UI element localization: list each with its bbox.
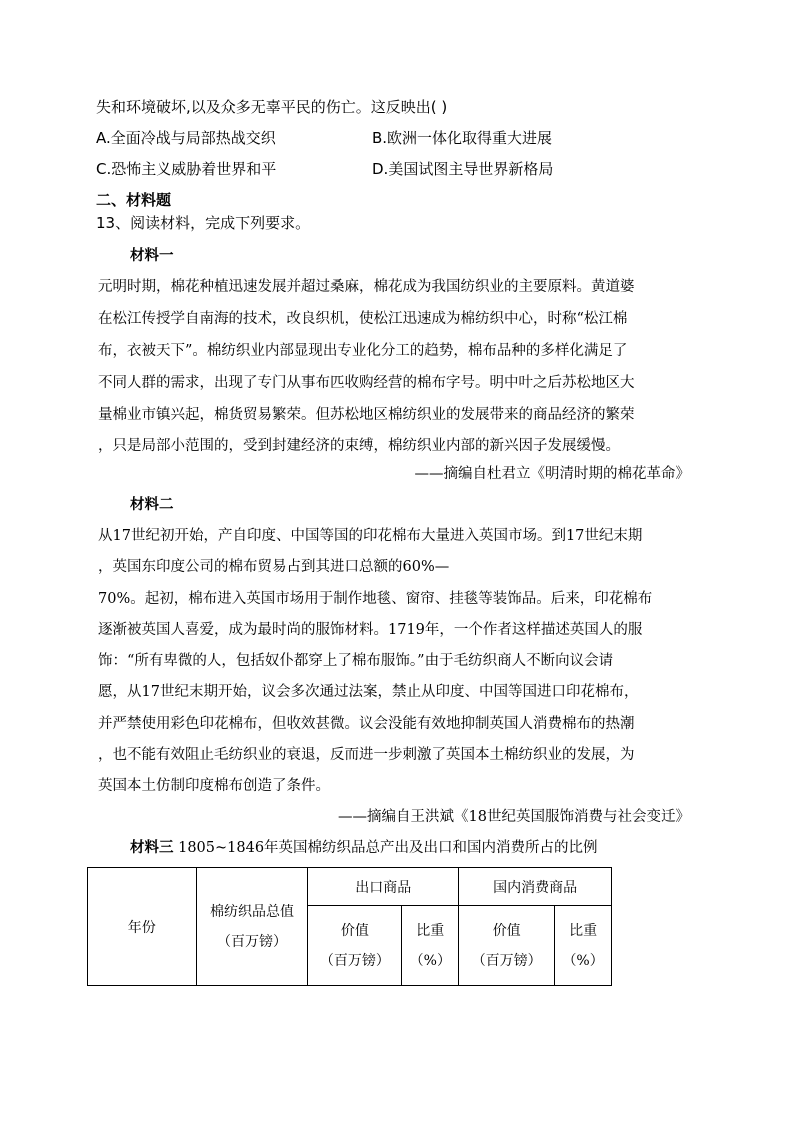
material-1-source: ——摘编自杜君立《明清时期的棉花革命》 xyxy=(414,466,690,482)
material-3-heading xyxy=(130,836,598,857)
export-ratio-label: 比重 xyxy=(416,922,445,939)
material-2-source: ——摘编自王洪斌《18世纪英国服饰消费与社会变迁》 xyxy=(338,809,690,825)
material-3-caption: 1805~1846年英国棉纺织品总产出及出口和国内消费所占的比例 xyxy=(178,840,598,856)
export-ratio-unit: （%） xyxy=(409,952,451,969)
q12-option-c: C.恐怖主义威胁着世界和平 xyxy=(96,160,277,178)
header-total xyxy=(196,868,308,986)
domestic-ratio-label: 比重 xyxy=(569,922,598,939)
material-2-title: 材料二 xyxy=(130,496,174,513)
header-domestic-value xyxy=(459,906,555,986)
q12-option-b: B.欧洲一体化取得重大进展 xyxy=(372,129,553,147)
q12-option-d: D.美国试图主导世界新格局 xyxy=(372,160,554,178)
domestic-value-label: 价值 xyxy=(492,922,521,939)
domestic-ratio-unit: （%） xyxy=(562,952,604,969)
material-1-line: 在松江传授学自南海的技术，改良织机，使松江迅速成为棉纺织中心，时称“松江棉 xyxy=(98,311,628,327)
material-2-line: 英国本土仿制印度棉布创造了条件。 xyxy=(98,778,330,794)
material-3-table xyxy=(87,867,612,986)
material-2-line: ，也不能有效阻止毛纺织业的衰退，反而进一步刺激了英国本土棉纺织业的发展，为 xyxy=(98,747,635,763)
header-export-value xyxy=(308,906,402,986)
material-2-line: 逐渐被英国人喜爱，成为最时尚的服饰材料。1719年，一个作者这样描述英国人的服 xyxy=(98,622,643,638)
material-1-line: 布，衣被天下”。棉纺织业内部显现出专业化分工的趋势，棉布品种的多样化满足了 xyxy=(98,343,628,359)
material-3-title: 材料三 xyxy=(130,839,174,856)
header-export: 出口商品 xyxy=(308,868,459,906)
export-value-label: 价值 xyxy=(340,922,369,939)
domestic-value-unit: （百万镑） xyxy=(471,952,542,969)
header-domestic: 国内消费商品 xyxy=(459,868,612,906)
section-title: 二、材料题 xyxy=(96,191,172,209)
material-2-line: ，英国东印度公司的棉布贸易占到其进口总额的60%— xyxy=(98,559,450,575)
material-1-line: 元明时期，棉花种植迅速发展并超过桑麻，棉花成为我国纺织业的主要原料。黄道婆 xyxy=(98,279,635,295)
header-total-unit: （百万镑） xyxy=(216,933,287,950)
table-header-row xyxy=(88,868,612,906)
header-total-label: 棉纺织品总值 xyxy=(209,903,294,920)
material-2-line: 70%。起初，棉布进入英国市场用于制作地毯、窗帘、挂毯等装饰品。后来，印花棉布 xyxy=(98,591,653,607)
q13-prompt: 13、阅读材料，完成下列要求。 xyxy=(96,214,311,232)
export-value-unit: （百万镑） xyxy=(319,952,390,969)
material-2-line: 从17世纪初开始，产自印度、中国等国的印花棉布大量进入英国市场。到17世纪末期 xyxy=(98,528,643,544)
material-2-line: 饰：“所有卑微的人，包括奴仆都穿上了棉布服饰。”由于毛纺织商人不断向议会请 xyxy=(98,653,614,669)
material-2-line: 并严禁使用彩色印花棉布，但收效甚微。议会没能有效地抑制英国人消费棉布的热潮 xyxy=(98,716,635,732)
header-year: 年份 xyxy=(88,868,197,986)
material-1-title: 材料一 xyxy=(130,247,174,264)
header-domestic-ratio xyxy=(555,906,612,986)
material-1-line: ，只是局部小范围的，受到封建经济的束缚，棉纺织业内部的新兴因子发展缓慢。 xyxy=(98,438,620,454)
q12-option-a: A.全面冷战与局部热战交织 xyxy=(96,129,276,147)
material-2-line: 愿，从17世纪末期开始，议会多次通过法案，禁止从印度、中国等国进口印花棉布， xyxy=(98,684,639,700)
header-export-ratio xyxy=(402,906,459,986)
q12-stem-tail: 失和环境破坏,以及众多无辜平民的伤亡。这反映出( ) xyxy=(96,98,448,116)
material-1-line: 不同人群的需求，出现了专门从事布匹收购经营的棉布字号。明中叶之后苏松地区大 xyxy=(98,375,635,391)
material-1-line: 量棉业市镇兴起，棉货贸易繁荣。但苏松地区棉纺织业的发展带来的商品经济的繁荣 xyxy=(98,407,635,423)
